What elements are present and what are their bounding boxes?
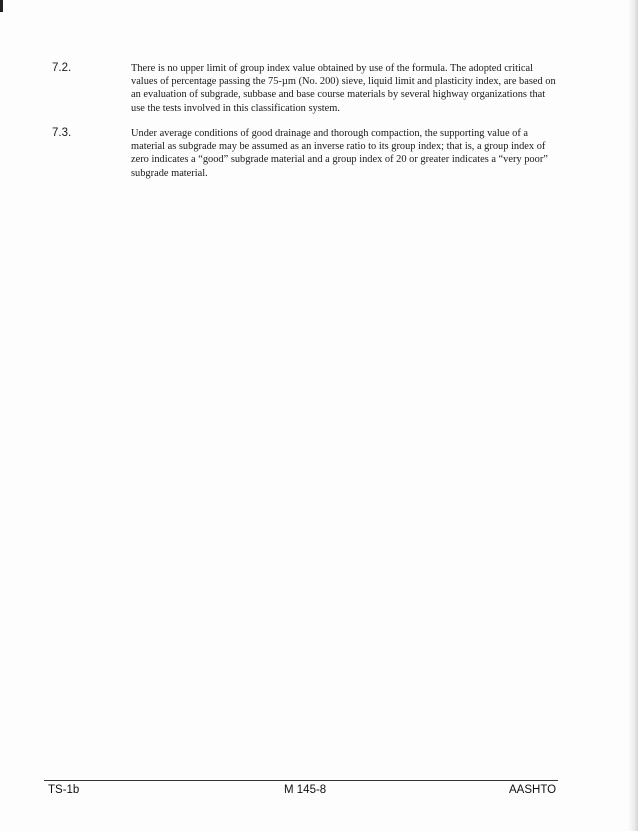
footer-page-number: M 145-8 (284, 784, 327, 796)
footer-document-id: TS-1b (48, 784, 80, 796)
section-number: 7.3. (52, 127, 72, 139)
scan-artifact-mark (0, 0, 3, 12)
footer-publisher: AASHTO (509, 784, 557, 796)
section-number: 7.2. (52, 62, 72, 74)
footer-rule (44, 780, 558, 781)
scan-edge-shadow (628, 0, 638, 831)
section-paragraph: Under average conditions of good drainage and thorough compaction, the supporting value of a material as subgrade may be assumed as an inverse ratio to its group index; that is, a group index of zero indicates a “good” subgrade material and a group index of 20 or greater indicates a “very poor” subgrade material. (131, 128, 548, 179)
section-paragraph: There is no upper limit of group index value obtained by use of the formula. The adopted critical values of percentage passing the 75-µm (No. 200) sieve, liquid limit and plasticity index, are based on an evaluation of subgrade, subbase and base course materials by several highway organizations that use the tests involved in this classification system. (131, 63, 556, 114)
